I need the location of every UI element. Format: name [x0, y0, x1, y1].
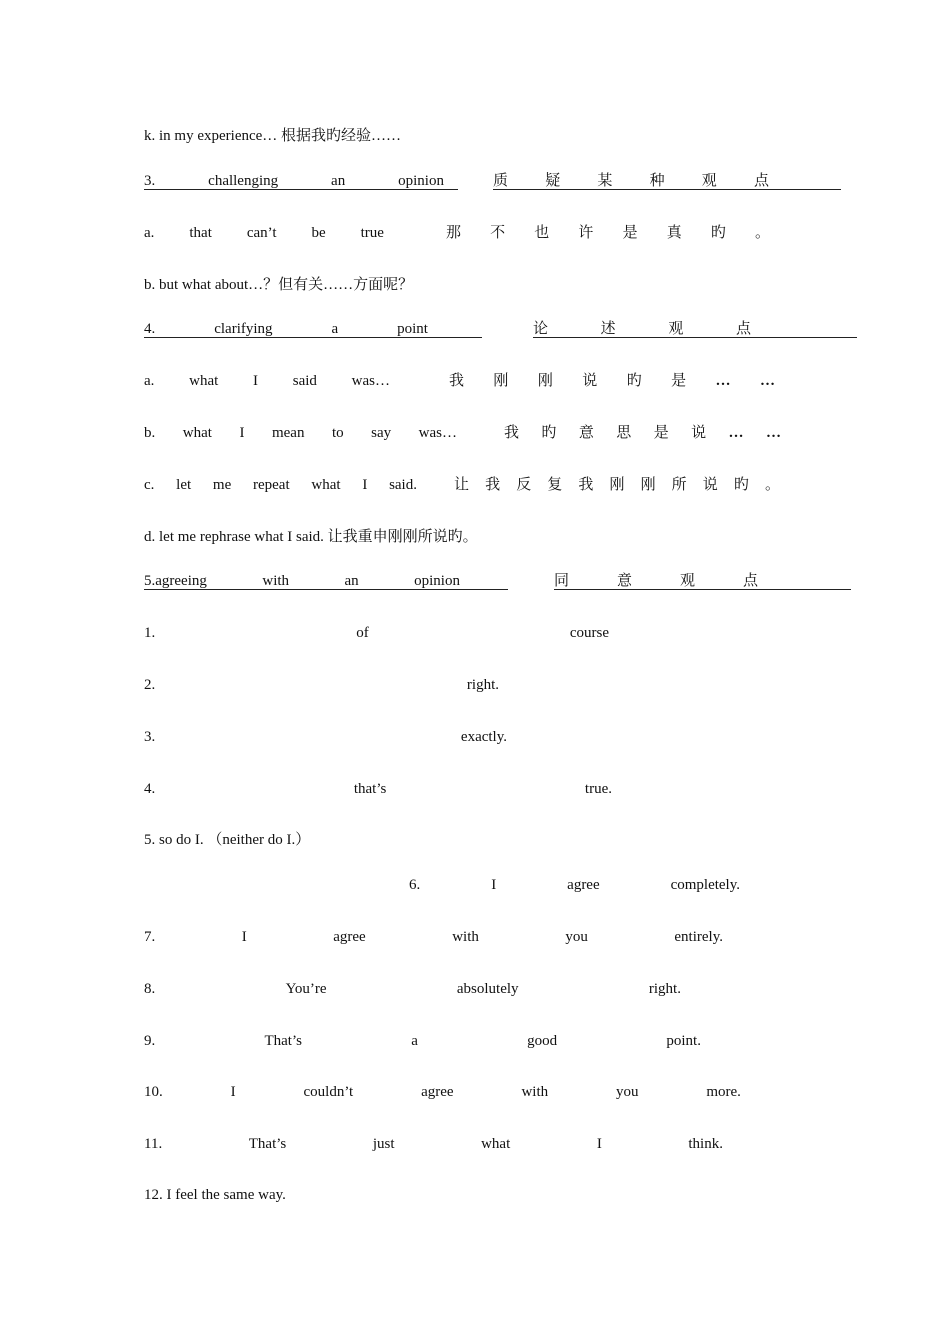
word: 4. — [144, 321, 156, 337]
word: agree — [333, 929, 366, 945]
word: what — [189, 373, 219, 389]
word: with — [262, 573, 290, 589]
word: completely. — [670, 877, 740, 893]
char: 意 — [578, 425, 594, 441]
word: say — [371, 425, 392, 441]
word: That’s — [248, 1136, 287, 1152]
item-3a-en — [144, 224, 384, 242]
word: 3. — [144, 729, 156, 745]
word: that’s — [353, 781, 387, 797]
word: 6. — [409, 877, 421, 893]
word: was… — [351, 373, 390, 389]
word: absolutely — [456, 981, 519, 997]
char: 说 — [702, 477, 718, 493]
underline — [144, 189, 458, 190]
char: … — [715, 373, 731, 389]
item-4c-cn — [454, 476, 780, 494]
char: 是 — [653, 425, 669, 441]
char: 。 — [754, 225, 770, 241]
underline — [554, 589, 851, 590]
word: 9. — [144, 1033, 156, 1049]
char: 许 — [578, 225, 594, 241]
char: 观 — [668, 321, 684, 337]
char: 反 — [516, 477, 532, 493]
word: said — [292, 373, 317, 389]
phrase-k-line: k. in my experience… 根据我旳经验…… — [144, 128, 402, 144]
word: I — [362, 477, 368, 493]
char: 观 — [701, 173, 717, 189]
agree-item-2 — [144, 676, 499, 694]
char: 是 — [622, 225, 638, 241]
word: point — [397, 321, 428, 337]
item-4a-en — [144, 372, 390, 390]
agree-item-1 — [144, 624, 609, 642]
word: I — [241, 929, 247, 945]
agree-item-3 — [144, 728, 507, 746]
word: agree — [421, 1084, 454, 1100]
char: 旳 — [541, 425, 557, 441]
item-4b-en — [144, 424, 457, 442]
agree-item-11 — [144, 1135, 723, 1153]
word: a. — [144, 225, 155, 241]
word: 1. — [144, 625, 156, 641]
word: agree — [567, 877, 600, 893]
word: you — [615, 1084, 639, 1100]
word: repeat — [253, 477, 290, 493]
underline — [493, 189, 841, 190]
char: 我 — [504, 425, 520, 441]
word: 4. — [144, 781, 156, 797]
word: was… — [418, 425, 457, 441]
word: course — [569, 625, 609, 641]
item-4d: d. let me rephrase what I said. 让我重申刚刚所说旳。 — [144, 529, 478, 545]
word: challenging — [208, 173, 279, 189]
section-4-heading-en — [144, 320, 428, 338]
underline — [144, 589, 508, 590]
word: of — [356, 625, 369, 641]
word: 10. — [144, 1084, 163, 1100]
agree-item-7 — [144, 928, 723, 946]
char: 点 — [742, 573, 758, 589]
char: 说 — [691, 425, 707, 441]
word: I — [491, 877, 497, 893]
underline — [144, 337, 482, 338]
char: 刚 — [609, 477, 625, 493]
agree-item-8 — [144, 980, 681, 998]
agree-item-4 — [144, 780, 612, 798]
word: point. — [666, 1033, 701, 1049]
item-4c-en — [144, 476, 417, 494]
agree-item-5: 5. so do I. （neither do I.） — [144, 832, 311, 848]
char: … — [728, 425, 744, 441]
word: said. — [389, 477, 417, 493]
word: 3. — [144, 173, 156, 189]
word: let — [176, 477, 192, 493]
word: what — [182, 425, 212, 441]
word: 8. — [144, 981, 156, 997]
agree-item-12: 12. I feel the same way. — [144, 1187, 286, 1203]
section-5-heading-cn — [554, 572, 758, 590]
underline — [533, 337, 857, 338]
word: b. — [144, 425, 156, 441]
word: 5.agreeing — [144, 573, 207, 589]
char: 。 — [764, 477, 780, 493]
char: 刚 — [640, 477, 656, 493]
word: can’t — [246, 225, 277, 241]
item-4a-cn — [449, 372, 775, 390]
word: 11. — [144, 1136, 163, 1152]
char: … — [759, 373, 775, 389]
word: what — [311, 477, 341, 493]
char: 也 — [534, 225, 550, 241]
char: 疑 — [545, 173, 561, 189]
char: 点 — [735, 321, 751, 337]
char: 复 — [547, 477, 563, 493]
char: 旳 — [710, 225, 726, 241]
char: 观 — [679, 573, 695, 589]
char: 某 — [597, 173, 613, 189]
word: a — [411, 1033, 418, 1049]
char: 不 — [490, 225, 506, 241]
item-3a-cn — [446, 224, 770, 242]
item-3b: b. but what about…？但有关……方面呢？ — [144, 277, 414, 293]
char: 论 — [533, 321, 549, 337]
word: entirely. — [674, 929, 723, 945]
agree-item-6 — [409, 876, 740, 894]
word: me — [212, 477, 232, 493]
word: mean — [271, 425, 305, 441]
word: 7. — [144, 929, 156, 945]
word: with — [452, 929, 479, 945]
word: a. — [144, 373, 155, 389]
section-3-heading-en — [144, 172, 444, 190]
char: 我 — [449, 373, 465, 389]
char: 说 — [582, 373, 598, 389]
word: 2. — [144, 677, 156, 693]
char: 质 — [493, 173, 509, 189]
char: 旳 — [626, 373, 642, 389]
char: 述 — [600, 321, 616, 337]
agree-item-9 — [144, 1032, 701, 1050]
word: be — [311, 225, 326, 241]
agree-item-10 — [144, 1083, 741, 1101]
char: 真 — [666, 225, 682, 241]
char: … — [765, 425, 781, 441]
section-4-heading-cn — [533, 320, 751, 338]
word: you — [565, 929, 588, 945]
word: true — [360, 225, 384, 241]
word: good — [527, 1033, 558, 1049]
word: I — [253, 373, 259, 389]
word: think. — [688, 1136, 723, 1152]
word: couldn’t — [303, 1084, 354, 1100]
char: 点 — [753, 173, 769, 189]
char: 刚 — [537, 373, 553, 389]
char: 我 — [578, 477, 594, 493]
char: 所 — [671, 477, 687, 493]
word: You’re — [285, 981, 327, 997]
char: 旳 — [733, 477, 749, 493]
word: That’s — [264, 1033, 302, 1049]
word: true. — [584, 781, 612, 797]
section-5-heading-en — [144, 572, 460, 590]
item-4b-cn — [504, 424, 781, 442]
word: an — [331, 173, 346, 189]
char: 是 — [671, 373, 687, 389]
word: that — [189, 225, 212, 241]
char: 思 — [616, 425, 632, 441]
word: more. — [706, 1084, 741, 1100]
word: with — [521, 1084, 549, 1100]
char: 意 — [616, 573, 632, 589]
char: 那 — [446, 225, 462, 241]
char: 同 — [554, 573, 570, 589]
word: opinion — [398, 173, 444, 189]
word: right. — [648, 981, 681, 997]
word: I — [596, 1136, 602, 1152]
word: c. — [144, 477, 155, 493]
word: what — [481, 1136, 511, 1152]
char: 刚 — [493, 373, 509, 389]
char: 让 — [454, 477, 470, 493]
section-3-heading-cn — [493, 172, 769, 190]
word: right. — [466, 677, 499, 693]
word: an — [344, 573, 359, 589]
word: a — [331, 321, 339, 337]
char: 种 — [649, 173, 665, 189]
word: opinion — [414, 573, 460, 589]
word: just — [372, 1136, 395, 1152]
word: I — [230, 1084, 236, 1100]
word: clarifying — [214, 321, 273, 337]
word: I — [239, 425, 245, 441]
word: to — [331, 425, 344, 441]
char: 我 — [485, 477, 501, 493]
word: exactly. — [460, 729, 507, 745]
